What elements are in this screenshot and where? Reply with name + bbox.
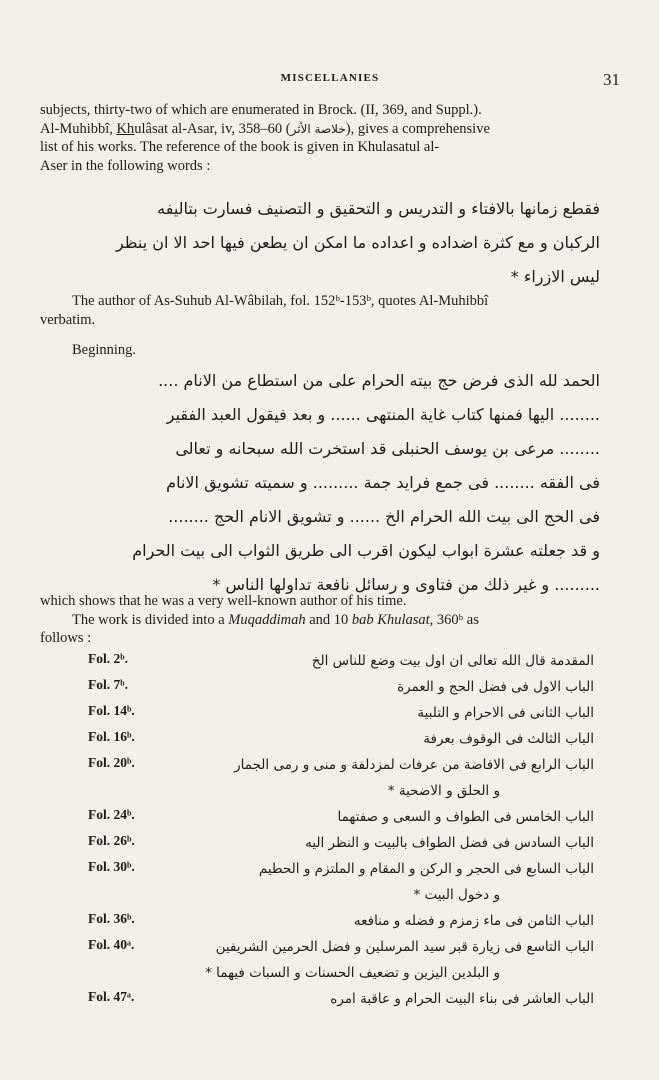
arabic-line: الركبان و مع كثرة اضداده و اعداده ما امكن ان يطعن فيها احد الا ان ينظر [115,233,600,252]
intro-line: list of his works. The reference of the book is given in Khulasatul al- [40,139,440,155]
folio-ref: Fol. 20ᵇ. [88,755,135,770]
beginning-label-wrap [40,341,600,360]
chapter-title-arabic: الباب الثامن فى ماء زمزم و فضله و منافعه [353,913,594,929]
folio-ref: Fol. 14ᵇ. [88,703,135,718]
chapter-title-arabic: الباب العاشر فى بناء البيت الحرام و عاقبة امره [330,991,594,1007]
conclusion-paragraph [40,592,600,648]
running-title: MISCELLANIES [280,72,380,84]
page-number: 31 [603,70,620,89]
contents-row [40,856,600,882]
intro-paragraph [40,101,600,175]
chapter-title-arabic: الباب التاسع فى زيارة قبر سيد المرسلين و فضل الحرمين الشريفين [215,939,594,955]
contents-continuation [40,960,600,986]
arabic-line: ليس الازراء * [510,267,600,286]
author-note-line: The author of As-Suhub Al-Wâbilah, fol. 152ᵇ-153ᵇ, quotes Al-Muhibbî [72,293,489,309]
contents-row [40,752,600,778]
folio-ref: Fol. 36ᵇ. [88,911,135,926]
conclusion-line: The work is divided into a Muqaddimah and 10 bab Khulasat, 360ᵇ as [72,611,479,628]
contents-row [40,934,600,960]
arabic-title-inline: خلاصة الأثر [290,121,346,136]
contents-list [40,648,600,1012]
intro-line: Al-Muhibbî, Khulâsat al-Asar, iv, 358–60 (خلاصة الأثر), gives a comprehensive [40,120,490,137]
contents-row [40,674,600,700]
conclusion-line: follows : [40,630,92,646]
arabic-line: و قد جعلته عشرة ابواب ليكون اقرب الى طريق الثواب الى بيت الحرام [132,541,600,560]
folio-ref: Fol. 26ᵇ. [88,833,135,848]
intro-line: Aser in the following words : [40,157,211,174]
chapter-title-continuation: و البلدين اليزين و تضعيف الحسنات و السبات فيهما * [205,965,500,981]
arabic-line: ........ مرعى بن يوسف الحنبلى قد استخرت الله سبحانه و تعالى [175,439,600,458]
contents-row [40,830,600,856]
contents-row [40,986,600,1012]
folio-ref: Fol. 24ᵇ. [88,807,135,822]
term-bab-khulasat: bab Khulasat [351,611,430,628]
arabic-quote-1 [40,192,600,294]
arabic-line: فى الفقه ........ فى جمع فرايد جمة ......... و سميته تشويق الانام [166,473,600,492]
contents-row [40,726,600,752]
arabic-line: ......... و غير ذلك من فتاوى و رسائل نافعة تداولها الناس * [212,575,600,594]
author-note [40,292,600,329]
arabic-line: ........ اليها فمنها كتاب غاية المنتهى ...... و بعد فيقول العبد الفقير [166,405,600,424]
contents-row [40,648,600,674]
folio-ref: Fol. 30ᵇ. [88,859,135,874]
chapter-title-arabic: الباب الثالث فى الوقوف بعرفة [423,731,594,747]
chapter-title-continuation: و الحلق و الاضحية * [387,783,500,799]
chapter-title-arabic: الباب الثانى فى الاحرام و التلبية [417,705,594,721]
conclusion-line: which shows that he was a very well-known author of his time. [40,593,407,609]
term-muqaddimah: Muqaddimah [228,611,306,628]
transliteration-underlined: Kh [116,120,135,137]
chapter-title-arabic: المقدمة قال الله تعالى ان اول بيت وضع للناس الخ [311,653,594,669]
contents-row [40,908,600,934]
folio-ref: Fol. 2ᵇ. [88,651,128,666]
chapter-title-continuation: و دخول البيت * [413,887,500,903]
arabic-quote-2 [40,364,600,602]
author-note-line: verbatim. [40,311,96,328]
folio-ref: Fol. 40ᵃ. [88,937,135,952]
contents-row [40,700,600,726]
contents-continuation [40,882,600,908]
intro-line: subjects, thirty-two of which are enumerated in Brock. (II, 369, and Suppl.). [40,102,482,118]
contents-row [40,804,600,830]
folio-ref: Fol. 47ᵃ. [88,989,135,1004]
chapter-title-arabic: الباب السادس فى فضل الطواف بالبيت و النظر اليه [305,835,594,851]
chapter-title-arabic: الباب السابع فى الحجر و الركن و المقام و الملتزم و الحطيم [258,861,594,877]
chapter-title-arabic: الباب الرابع فى الافاضة من عرفات لمزدلفة و منى و رمى الجمار [234,757,594,773]
arabic-line: فقطع زمانها بالافتاء و التدريس و التحقيق و التصنيف فسارت بتاليفه [157,199,600,218]
arabic-line: الحمد لله الذى فرض حج بيته الحرام على من استطاع من الانام .... [158,371,600,390]
contents-continuation [40,778,600,804]
beginning-label: Beginning. [72,342,137,358]
folio-ref: Fol. 7ᵇ. [88,677,128,692]
chapter-title-arabic: الباب الخامس فى الطواف و السعى و صفتهما [337,809,594,825]
page-header [40,70,620,94]
arabic-line: فى الحج الى بيت الله الحرام الخ ...... و تشويق الانام الحج ........ [168,507,600,526]
chapter-title-arabic: الباب الاول فى فضل الحج و العمرة [397,679,594,695]
folio-ref: Fol. 16ᵇ. [88,729,135,744]
